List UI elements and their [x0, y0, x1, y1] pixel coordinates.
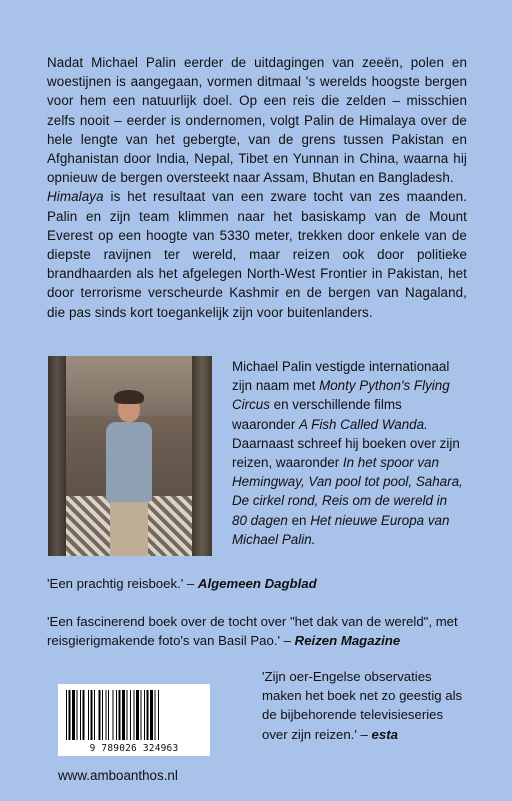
review-quote-3	[262, 667, 468, 744]
review-quote-1-text: 'Een prachtig reisboek.' –	[47, 576, 198, 591]
bio-titles-travel-books: In het spoor van Hemingway, Van pool tot pool, Sahara, De cirkel rond, Reis om de wereld in 80 dagen	[232, 455, 463, 528]
bio-text-4: en	[287, 512, 311, 528]
isbn-barcode	[58, 684, 210, 756]
intro-text	[47, 53, 467, 322]
intro-paragraph-1: Nadat Michael Palin eerder de uitdagingen van zeeën, polen en woestijnen is aangegaan, vormen ditmaal 's werelds hoogste bergen voor hem een natuurlijk doel. Op een reis die zelden – misschien zelfs nooit – eerder is ondernomen, volgt Palin de Himalaya over de hele lengte van het gebergte, van de grens tussen Pakistan en Afghanistan door India, Nepal, Tibet en Yunnan in China, waarna hij opnieuw de bergen oversteekt naar Assam, Bhutan en Bangladesh.	[47, 55, 467, 186]
intro-paragraph-2	[47, 187, 467, 321]
intro-paragraph-2-text: is het resultaat van een zware tocht van zes maanden. Palin en zijn team klimmen naar het basiskamp van de Mount Everest op een hoogte van 5330 meter, trekken door enkele van de diepste ravijnen ter wereld, maar reizen ook door politieke brandhaarden als het afgelegen North-West Frontier in Pakistan, het door terrorisme verscheurde Kashmir en de bergen van Nagaland, die pas sinds kort toegankelijk zijn voor buitenlanders.	[47, 189, 467, 320]
review-quote-2	[47, 612, 477, 650]
bio-text-2: en verschillende films waaronder	[232, 397, 402, 432]
bio-text-1: Michael Palin vestigde internationaal zijn naam met	[232, 359, 450, 394]
review-quote-1-source: Algemeen Dagblad	[197, 576, 317, 591]
review-quote-3-text: 'Zijn oer-Engelse observaties maken het boek net zo geestig als de bijbehorende televisieseries over zijn reizen.' –	[262, 669, 463, 742]
bio-title-fish-called-wanda: A Fish Called Wanda.	[299, 416, 428, 432]
bio-title-monty-python: Monty Python's Flying Circus	[232, 378, 450, 413]
review-quote-3-source: esta	[371, 726, 398, 742]
review-quote-1	[47, 574, 317, 593]
author-photo	[48, 356, 212, 556]
isbn-number: 9 789026 324963	[89, 743, 179, 754]
barcode-bars-icon	[64, 690, 204, 740]
review-quote-2-source: Reizen Magazine	[294, 633, 401, 649]
bio-text-3: Daarnaast schreef hij boeken over zijn reizen, waaronder	[232, 435, 460, 471]
bio-title-nieuwe-europa: Het nieuwe Europa van Michael Palin.	[232, 512, 450, 547]
author-bio	[232, 357, 464, 549]
review-quote-2-text: 'Een fascinerend boek over de tocht over "het dak van de wereld", met reisgierigmakende foto's van Basil Pao.' –	[47, 614, 458, 649]
book-title-himalaya: Himalaya	[47, 189, 104, 205]
publisher-website: www.amboanthos.nl	[58, 768, 178, 783]
